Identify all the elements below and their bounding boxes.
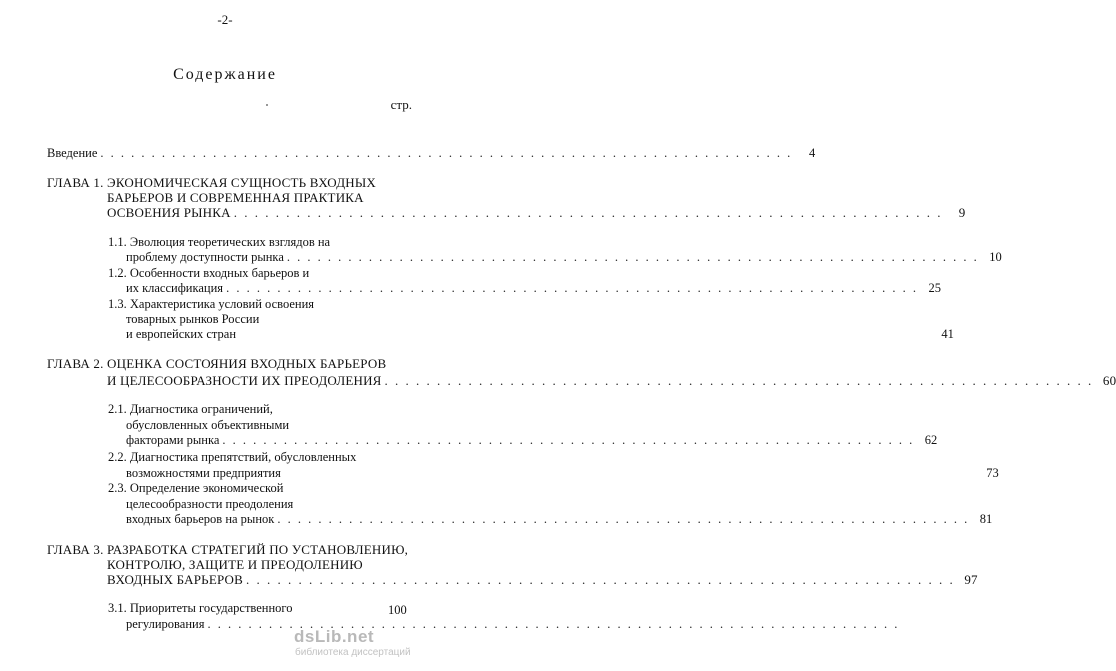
toc-section-1-3-line-1: 1.3. Характеристика условий освоения xyxy=(108,297,315,311)
toc-entry-page: 97 xyxy=(964,572,978,587)
toc-entry-label: проблему доступности рынка xyxy=(126,250,284,264)
toc-entry-page: 10 xyxy=(989,250,1002,264)
toc-chapter-2-line-1: ГЛАВА 2. ОЦЕНКА СОСТОЯНИЯ ВХОДНЫХ БАРЬЕРОВ xyxy=(47,356,387,371)
toc-section-1-2-line-1: 1.2. Особенности входных барьеров и xyxy=(108,266,310,280)
toc-entry-label: ВХОДНЫХ БАРЬЕРОВ xyxy=(107,572,244,587)
page-number: -2- xyxy=(217,12,233,27)
toc-chapter-3-line-3 xyxy=(107,572,978,587)
toc-entry-page: 73 xyxy=(986,466,999,480)
toc-entry-label: их классификация xyxy=(126,281,224,295)
dot-leader xyxy=(222,433,914,448)
toc-entry-label: и европейских стран xyxy=(126,327,237,341)
stray-mark xyxy=(266,104,268,106)
dot-leader xyxy=(226,281,918,296)
watermark-logo: dsLib.net xyxy=(294,627,375,646)
toc-entry-label: Введение xyxy=(47,146,98,160)
toc-section-2-1-line-1: 2.1. Диагностика ограничений, xyxy=(108,402,273,416)
toc-entry-page: 62 xyxy=(924,433,938,447)
toc-section-1-1-line-2 xyxy=(126,250,1002,265)
dot-leader xyxy=(277,512,969,527)
dot-leader xyxy=(234,205,943,220)
page-title: Содержание xyxy=(173,66,277,83)
toc-entry-page: 60 xyxy=(1102,373,1116,388)
toc-entry-label: факторами рынка xyxy=(126,433,220,447)
dot-leader xyxy=(100,146,792,161)
toc-chapter-3-line-2: КОНТРОЛЮ, ЗАЩИТЕ И ПРЕОДОЛЕНИЮ xyxy=(107,557,363,572)
dot-leader xyxy=(246,572,955,587)
toc-chapter-2-line-2 xyxy=(107,373,1116,388)
toc-section-3-1-line-1: 3.1. Приоритеты государственного xyxy=(108,601,293,615)
toc-entry-intro xyxy=(47,146,816,161)
toc-chapter-1-line-1: ГЛАВА 1. ЭКОНОМИЧЕСКАЯ СУЩНОСТЬ ВХОДНЫХ xyxy=(47,175,376,190)
toc-chapter-1-line-2: БАРЬЕРОВ И СОВРЕМЕННАЯ ПРАКТИКА xyxy=(107,190,364,205)
toc-section-2-2-line-2 xyxy=(126,466,999,481)
toc-section-1-2-line-2 xyxy=(126,281,941,296)
toc-section-2-2-line-1: 2.2. Диагностика препятствий, обусловленных xyxy=(108,450,357,464)
toc-entry-label: входных барьеров на рынок xyxy=(126,512,275,526)
dot-leader xyxy=(385,373,1094,388)
toc-section-3-1-line-2 xyxy=(126,617,264,632)
toc-section-1-3-line-3 xyxy=(126,327,954,342)
dot-leader xyxy=(287,250,979,265)
toc-section-2-1-line-3 xyxy=(126,433,938,448)
toc-entry-label: И ЦЕЛЕСООБРАЗНОСТИ ИХ ПРЕОДОЛЕНИЯ xyxy=(107,373,382,388)
watermark xyxy=(294,623,444,663)
toc-chapter-3-line-1: ГЛАВА 3. РАЗРАБОТКА СТРАТЕГИЙ ПО УСТАНОВЛЕНИЮ, xyxy=(47,542,409,557)
toc-entry-page: 9 xyxy=(958,205,966,220)
toc-entry-page: 100 xyxy=(388,603,407,617)
toc-section-2-3-line-1: 2.3. Определение экономической xyxy=(108,481,284,495)
toc-entry-page: 41 xyxy=(941,327,954,341)
toc-entry-page: 25 xyxy=(928,281,941,295)
toc-section-1-3-line-2: товарных рынков России xyxy=(126,312,260,326)
toc-section-2-1-line-2: обусловленных объективными xyxy=(126,418,290,432)
toc-entry-page: 81 xyxy=(979,512,993,526)
toc-entry-label: возможностями предприятия xyxy=(126,466,281,480)
page-column-label: стр. xyxy=(390,97,412,112)
toc-section-3-1-page xyxy=(388,603,407,619)
toc-chapter-1-line-3 xyxy=(107,205,966,220)
toc-section-2-3-line-2: целесообразности преодоления xyxy=(126,497,294,511)
toc-entry-page: 4 xyxy=(809,146,816,160)
watermark-subtitle: библиотека диссертаций xyxy=(295,647,411,658)
toc-entry-label: регулирования xyxy=(126,617,205,631)
toc-section-2-3-line-3 xyxy=(126,512,993,527)
toc-section-1-1-line-1: 1.1. Эволюция теоретических взглядов на xyxy=(108,235,331,249)
toc-entry-label: ОСВОЕНИЯ РЫНКА xyxy=(107,205,231,220)
